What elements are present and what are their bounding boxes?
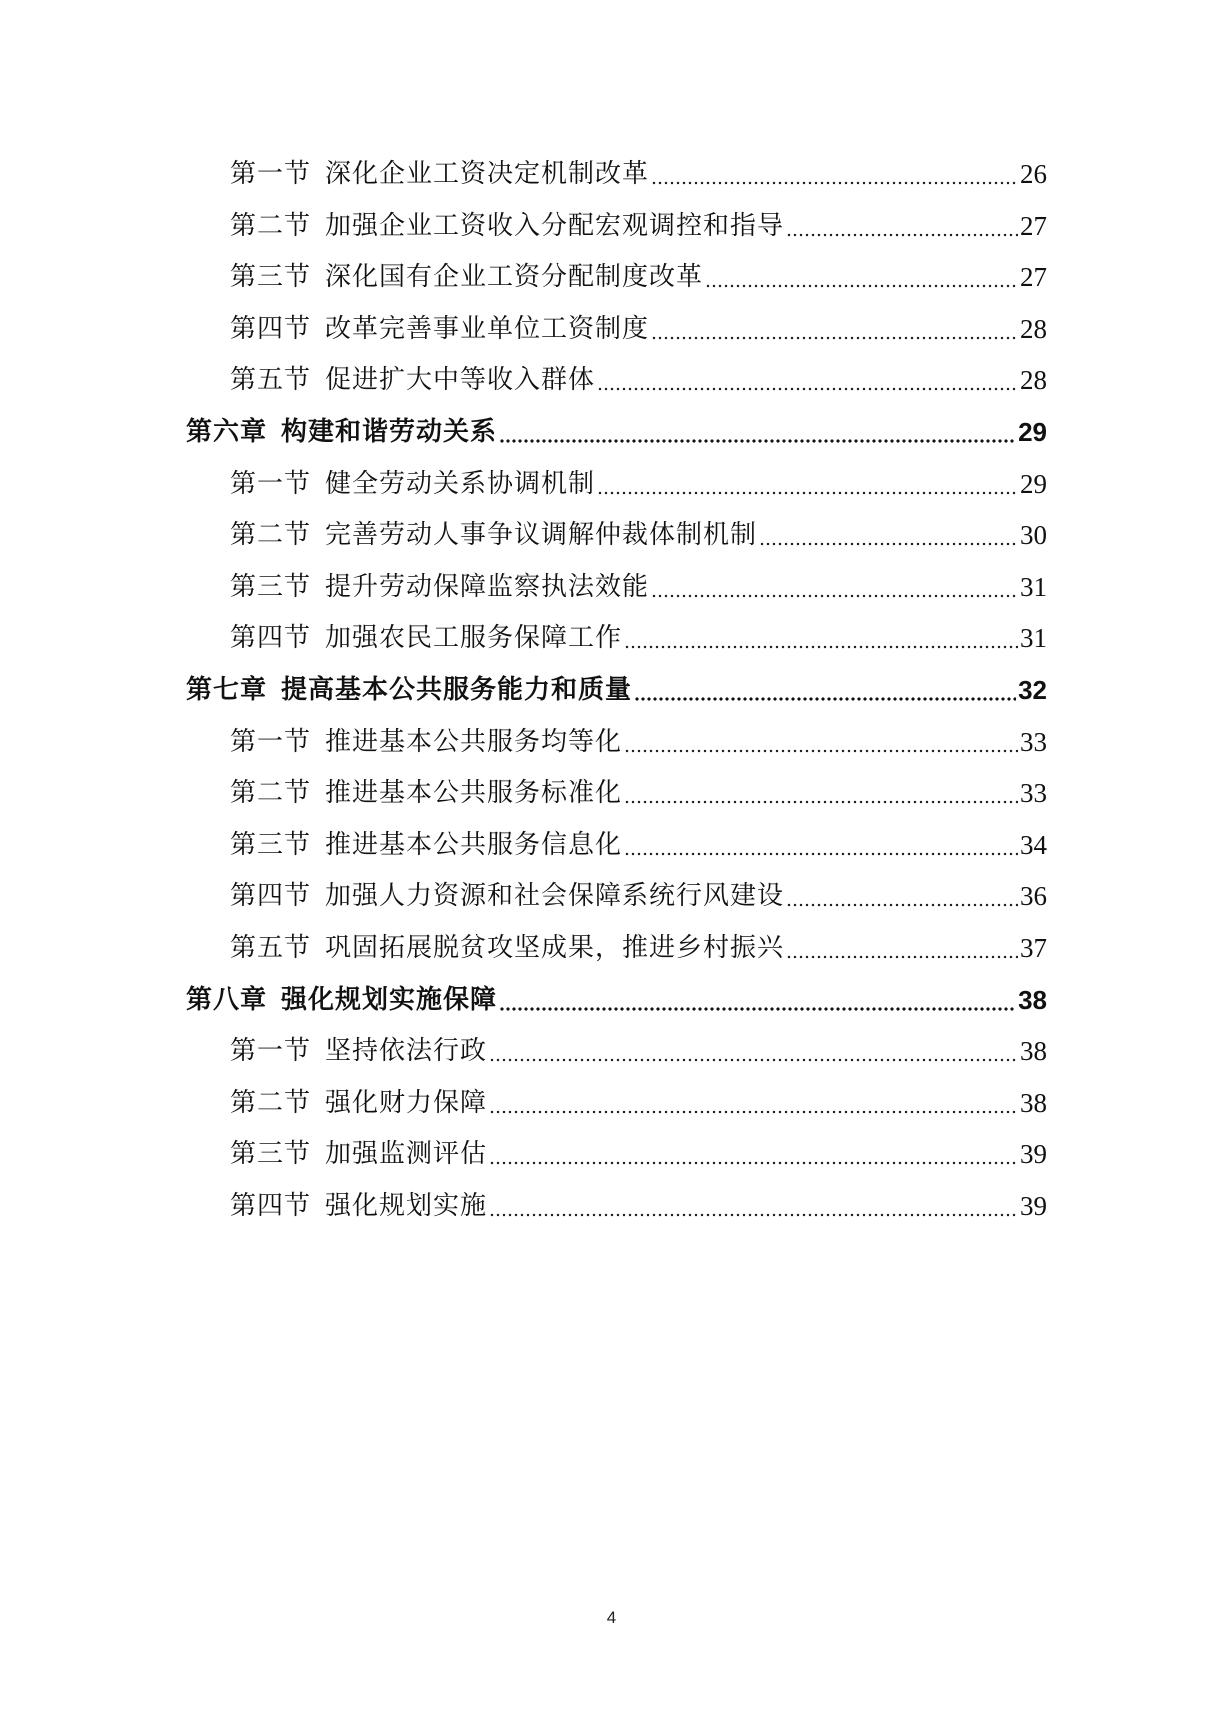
dot-leader	[597, 466, 1018, 496]
toc-entry-title: 深化国有企业工资分配制度改革	[325, 262, 704, 293]
toc-entry-number: 第一节	[230, 159, 312, 189]
toc-entry-page: 29	[1018, 416, 1047, 447]
dot-leader	[624, 827, 1018, 857]
toc-entry-line	[230, 1083, 1047, 1123]
toc-entry-line	[186, 412, 1047, 452]
toc-entry-line	[230, 515, 1047, 555]
toc-entry-label	[230, 928, 784, 968]
toc-entry-label	[186, 980, 497, 1020]
toc-entry-title: 加强企业工资收入分配宏观调控和指导	[325, 210, 785, 241]
dot-leader	[705, 259, 1018, 289]
toc-entry-title: 推进基本公共服务标准化	[325, 778, 623, 809]
toc-entry-page: 28	[1020, 313, 1047, 344]
toc-entry-line	[230, 464, 1047, 504]
dot-leader	[499, 414, 1016, 444]
toc-entry-line	[230, 567, 1047, 607]
toc-entry-number: 第一节	[230, 468, 312, 499]
dot-leader	[651, 569, 1018, 599]
dot-leader	[651, 311, 1018, 341]
dot-leader	[489, 1085, 1018, 1115]
toc-entry-page: 29	[1020, 468, 1047, 499]
toc-entry-number: 第三节	[230, 262, 312, 293]
toc-entry-line	[230, 773, 1047, 813]
toc-entry-number: 第二节	[230, 1087, 312, 1118]
toc-section-entry[interactable]	[0, 257, 1223, 309]
toc-entry-number: 第四节	[230, 1190, 312, 1221]
toc-section-entry[interactable]	[0, 825, 1223, 877]
toc-entry-label	[230, 464, 595, 504]
toc-entry-label	[230, 773, 622, 813]
dot-leader	[786, 930, 1018, 960]
toc-entry-line	[230, 722, 1047, 762]
toc-entry-line	[230, 206, 1047, 246]
toc-entry-label	[230, 1134, 487, 1174]
toc-entry-title: 改革完善事业单位工资制度	[325, 313, 650, 344]
toc-entry-number: 第三节	[230, 1139, 312, 1170]
dot-leader	[499, 982, 1016, 1012]
toc-entry-line	[230, 928, 1047, 968]
dot-leader	[489, 1188, 1018, 1218]
dot-leader	[786, 878, 1018, 908]
toc-entry-title: 健全劳动关系协调机制	[325, 468, 596, 499]
toc-entry-page: 28	[1020, 365, 1047, 396]
dot-leader	[651, 156, 1018, 186]
toc-entry-number: 第五节	[230, 365, 312, 396]
toc-entry-number: 第四节	[230, 623, 312, 654]
toc-chapter-entry[interactable]	[0, 412, 1223, 464]
toc-entry-number: 第四节	[230, 881, 312, 912]
toc-entry-number: 第三节	[230, 829, 312, 860]
toc-section-entry[interactable]	[0, 309, 1223, 361]
toc-section-entry[interactable]	[0, 928, 1223, 980]
toc-section-entry[interactable]	[0, 567, 1223, 619]
toc-entry-label	[230, 567, 649, 607]
toc-section-entry[interactable]	[0, 722, 1223, 774]
dot-leader	[786, 208, 1018, 238]
toc-entry-number: 第五节	[230, 932, 312, 963]
toc-section-entry[interactable]	[0, 464, 1223, 516]
toc-entry-label	[230, 154, 649, 194]
toc-entry-number: 第八章	[186, 984, 268, 1015]
toc-entry-page: 31	[1020, 623, 1047, 654]
toc-entry-label	[230, 206, 784, 246]
toc-entry-title: 巩固拓展脱贫攻坚成果，推进乡村振兴	[325, 932, 785, 963]
toc-section-entry[interactable]	[0, 1031, 1223, 1083]
toc-entry-line	[186, 670, 1047, 710]
page-number: 4	[606, 1608, 617, 1627]
toc-entry-title: 深化企业工资决定机制改革	[325, 159, 650, 189]
toc-entry-page: 37	[1020, 932, 1047, 963]
toc-entry-label	[230, 825, 622, 865]
table-of-contents	[0, 154, 1223, 1237]
toc-entry-number: 第二节	[230, 520, 312, 551]
toc-entry-number: 第六章	[186, 416, 268, 447]
toc-entry-number: 第七章	[186, 674, 268, 705]
toc-entry-number: 第三节	[230, 571, 312, 602]
toc-entry-page: 38	[1018, 984, 1047, 1015]
dot-leader	[624, 620, 1018, 650]
toc-section-entry[interactable]	[0, 618, 1223, 670]
toc-entry-label	[186, 670, 632, 710]
toc-entry-line	[230, 154, 1047, 194]
toc-entry-number: 第一节	[230, 726, 312, 757]
toc-section-entry[interactable]	[0, 360, 1223, 412]
toc-entry-line	[230, 1031, 1047, 1071]
toc-section-entry[interactable]	[0, 876, 1223, 928]
toc-entry-title: 推进基本公共服务均等化	[325, 726, 623, 757]
toc-entry-line	[230, 825, 1047, 865]
toc-entry-page: 27	[1020, 262, 1047, 293]
toc-entry-number: 第二节	[230, 778, 312, 809]
toc-entry-page: 33	[1020, 778, 1047, 809]
toc-entry-page: 32	[1018, 674, 1047, 705]
toc-chapter-entry[interactable]	[0, 670, 1223, 722]
toc-section-entry[interactable]	[0, 1186, 1223, 1238]
toc-entry-page: 26	[1020, 159, 1047, 189]
toc-entry-page: 30	[1020, 520, 1047, 551]
toc-entry-title: 提高基本公共服务能力和质量	[281, 674, 633, 705]
toc-entry-label	[230, 515, 757, 555]
dot-leader	[597, 362, 1018, 392]
toc-section-entry[interactable]	[0, 154, 1223, 206]
toc-chapter-entry[interactable]	[0, 980, 1223, 1032]
toc-entry-title: 构建和谐劳动关系	[281, 416, 498, 447]
toc-entry-label	[230, 360, 595, 400]
toc-entry-line	[230, 618, 1047, 658]
toc-entry-line	[230, 360, 1047, 400]
dot-leader	[489, 1033, 1018, 1063]
toc-entry-page: 34	[1020, 829, 1047, 860]
toc-entry-label	[230, 309, 649, 349]
toc-entry-label	[230, 1186, 487, 1226]
toc-entry-line	[186, 980, 1047, 1020]
toc-section-entry[interactable]	[0, 1134, 1223, 1186]
toc-entry-title: 强化财力保障	[325, 1087, 488, 1118]
toc-section-entry[interactable]	[0, 206, 1223, 258]
dot-leader	[759, 517, 1018, 547]
dot-leader	[624, 724, 1018, 754]
toc-entry-title: 提升劳动保障监察执法效能	[325, 571, 650, 602]
toc-entry-label	[230, 876, 784, 916]
toc-entry-line	[230, 876, 1047, 916]
toc-entry-page: 39	[1020, 1190, 1047, 1221]
toc-entry-line	[230, 257, 1047, 297]
toc-entry-label	[186, 412, 497, 452]
toc-entry-title: 促进扩大中等收入群体	[325, 365, 596, 396]
toc-entry-title: 推进基本公共服务信息化	[325, 829, 623, 860]
toc-entry-title: 加强人力资源和社会保障系统行风建设	[325, 881, 785, 912]
toc-entry-line	[230, 1134, 1047, 1174]
toc-section-entry[interactable]	[0, 515, 1223, 567]
toc-section-entry[interactable]	[0, 1083, 1223, 1135]
toc-entry-page: 38	[1020, 1087, 1047, 1118]
toc-entry-page: 36	[1020, 881, 1047, 912]
toc-entry-page: 38	[1020, 1036, 1047, 1067]
toc-entry-title: 完善劳动人事争议调解仲裁体制机制	[325, 520, 758, 551]
toc-entry-label	[230, 618, 622, 658]
toc-entry-line	[230, 1186, 1047, 1226]
toc-entry-title: 强化规划实施	[325, 1190, 488, 1221]
dot-leader	[489, 1136, 1018, 1166]
toc-entry-label	[230, 722, 622, 762]
toc-entry-label	[230, 257, 703, 297]
toc-entry-page: 31	[1020, 571, 1047, 602]
toc-entry-label	[230, 1083, 487, 1123]
toc-entry-page: 39	[1020, 1139, 1047, 1170]
toc-entry-title: 加强监测评估	[325, 1139, 488, 1170]
dot-leader	[634, 672, 1016, 702]
toc-entry-number: 第一节	[230, 1036, 312, 1067]
toc-entry-number: 第四节	[230, 313, 312, 344]
toc-entry-page: 33	[1020, 726, 1047, 757]
toc-entry-title: 强化规划实施保障	[281, 984, 498, 1015]
toc-entry-page: 27	[1020, 210, 1047, 241]
toc-entry-line	[230, 309, 1047, 349]
toc-entry-title: 加强农民工服务保障工作	[325, 623, 623, 654]
toc-section-entry[interactable]	[0, 773, 1223, 825]
dot-leader	[624, 775, 1018, 805]
toc-entry-title: 坚持依法行政	[325, 1036, 488, 1067]
toc-entry-number: 第二节	[230, 210, 312, 241]
toc-entry-label	[230, 1031, 487, 1071]
